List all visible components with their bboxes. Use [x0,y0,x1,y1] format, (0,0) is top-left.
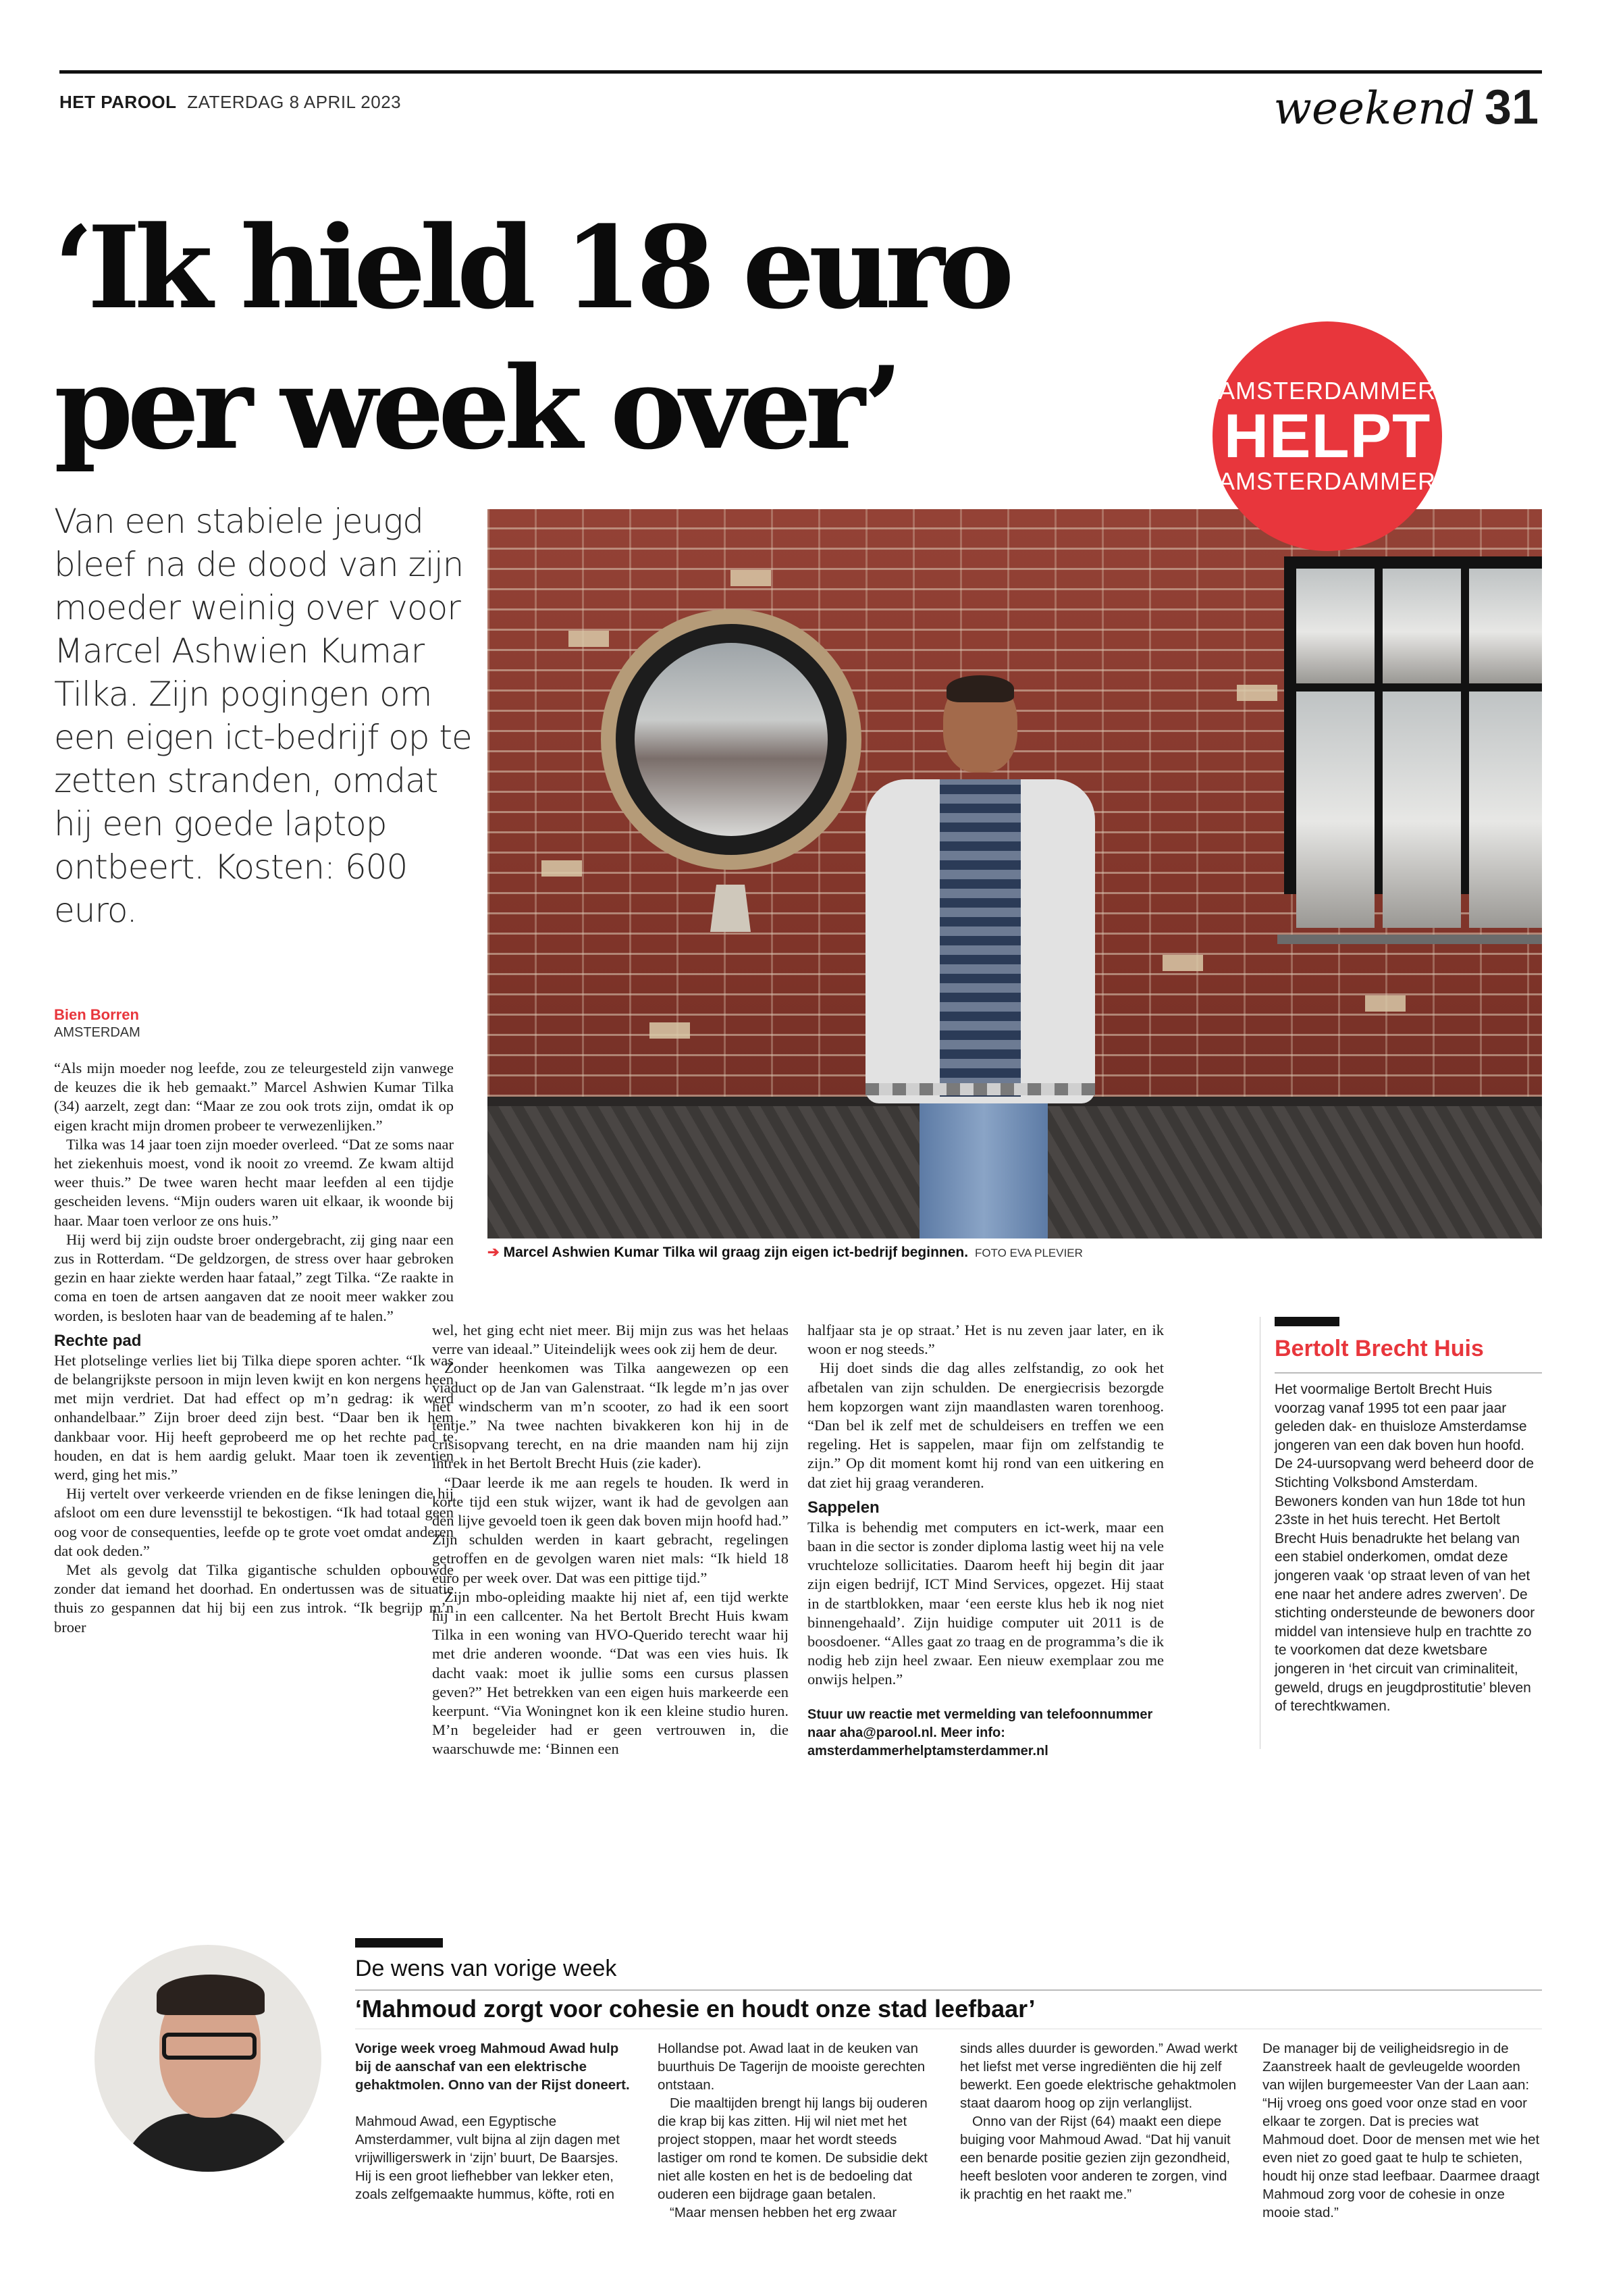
sidebar-rule [1275,1317,1339,1326]
contact-info: Stuur uw reactie met vermelding van telefoonnummer naar aha@parool.nl. Meer info: amsterdammerhelptamsterdammer.nl [807,1706,1153,1758]
badge-top: AMSTERDAMMER [1218,377,1436,405]
section-label [1273,80,1539,135]
light-brick [1237,685,1277,701]
round-window [601,609,861,870]
intro-text: Van een stabiele jeugd bleef na de dood van zijn moeder weinig over voor Marcel Ashwien Kumar Tilka. Zijn pogingen om een eigen ict-bedrijf op te zetten stranden, omdat hij een goede laptop ontbeert. Kosten: 600 euro. [54,502,472,930]
paragraph: “Daar leerde ik me aan regels te houden. Ik werd in korte tijd een stuk wijzer, want ik had de gevolgen aan den lijve gevoeld toen ik geen dak boven mijn hoofd had.” Zijn schulden werden in kaart gebracht, regelingen getroffen en de gevolgen waren niet mals: “Ik hield 18 euro per week over. Dat was een pittige tijd.” [432,1473,789,1586]
paragraph: Tilka is behendig met computers en ict-werk, maar een baan in die sector is zonder diploma lastig weet hij na vele vruchteloze sollicitaties. Daarom heeft hij begin dit jaar zijn eigen bedrijf, ICT Mind Services, opgezet. Hij staat in de startblokken, maar ‘een eerste klus heb ik nog niet binnengehaald’. Zijn huidige computer uit 2011 is de boosdoener. “Alles gaat zo traag en de programma’s die ik nodig heb zijn heel zwaar. Een nieuw exemplaar zou me onwijs helpen.” [807,1518,1164,1688]
bottom-kicker: De wens van vorige week [355,1956,617,1981]
paragraph: “Maar mensen hebben het erg zwaar [670,2205,897,2220]
paragraph: Mahmoud Awad, een Egyptische Amsterdammer, vult bijna al zijn dagen met vrijwilligerswerk in ‘zijn’ buurt, De Baarsjes. Hij is een groot liefhebber van lekker eten, zoals zelfgemaakte hummus, köfte, roti en [355,2114,620,2202]
bottom-column-2 [658,2039,937,2222]
sidebar-title: Bertolt Brecht Huis [1275,1336,1484,1361]
paragraph: wel, het ging echt niet meer. Bij mijn zus was het helaas verre van ideaal.” Uiteindelijk wees ook zij hem de deur. [432,1322,789,1358]
paragraph: “Als mijn moeder nog leefde, zou ze teleurgesteld zijn vanwege de keuzes die ik heb gemaakt.” Marcel Ashwien Kumar Tilka (34) aarzelt, zegt dan: “Maar ze zou ook trots zijn, omdat ik op eigen kracht mijn dromen probeer te verwezenlijken.” [54,1060,454,1134]
page-number: 31 [1484,80,1539,134]
byline [54,1006,140,1041]
dateline: AMSTERDAM [54,1025,140,1040]
badge-middle: HELPT [1223,402,1431,471]
headline-line-2: per week over’ [54,341,897,475]
photo-credit: FOTO EVA PLEVIER [974,1247,1083,1259]
author-name: Bien Borren [54,1006,139,1023]
donor-avatar [95,1945,321,2172]
large-window [1284,556,1542,894]
bottom-lead: Vorige week vroeg Mahmoud Awad hulp bij de aanschaf van een elektrische gehaktmolen. Onno van der Rijst doneert. [355,2041,630,2093]
paragraph: Hij doet sinds die dag alles zelfstandig, zo ook het afbetalen van zijn schulden. De energiecrisis bezorgde hem kopzorgen want zijn maandlasten waren torenhoog. “Dan bel ik zelf met de schuldeisers en treffen we een regeling. Het is sappelen, maar fijn om zelfstandig te zijn.” Op dit moment komt hij rond van een uitkering en dat ziet hij graag veranderen. [807,1359,1164,1491]
arrow-icon: ➔ [487,1245,500,1260]
bottom-column-4 [1262,2039,1542,2222]
portrait-subject [838,678,1136,1238]
paragraph: Zonder heenkomen was Tilka aangewezen op een viaduct op de Jan van Galenstraat. “Ik legde m’n jas over het windscherm van m’n scooter, zo had ik een soort tentje.” Na twee nachten bivakkeren kon hij in de crisisopvang terecht, en na drie maanden nam hij zijn intrek in het Bertolt Brecht Huis (zie kader). [432,1359,789,1472]
issue-date: ZATERDAG 8 APRIL 2023 [187,92,402,112]
sidebar-text: Het voormalige Bertolt Brecht Huis voorzag vanaf 1995 tot een paar jaar geleden dak- en thuisloze Amsterdamse jongeren van een dak boven hun hoofd. De 24-uursopvang werd beheerd door de Stichting Volksbond Amsterdam. Bewoners konden van hun 18de tot hun 23ste in het huis terecht. Het Bertolt Brecht Huis benadrukte het belang van een stabiel onderkomen, omdat deze jongeren vaak ‘op straat leven of van het ene naar het andere adres zwerven’. De stichting ondersteunde de bewoners door middel van intensieve hulp en trachtte zo te voorkomen dat deze kwetsbare jongeren in ‘het circuit van criminaliteit, geweld, drugs en jeugdprostitutie’ bleven of terechtkwamen. [1275,1382,1535,1715]
bottom-column-3 [960,2039,1240,2203]
paragraph: Hollandse pot. Awad laat in de keuken van buurthuis De Tagerijn de mooiste gerechten ontstaan. [658,2041,926,2093]
headline-line-1: ‘Ik hield 18 euro [54,201,1009,334]
masthead [59,92,401,113]
paragraph: Hij werd bij zijn oudste broer ondergebracht, zij ging naar een zus in Rotterdam. “De geldzorgen, de stress over haar gebroken gezin en haar ziekte werden haar fataal,” zegt Tilka. “Ze raakte in coma en toen de artsen aangaven dat ze nooit meer wakker zou worden, is besloten haar van de beademing af te halen.” [54,1230,454,1324]
top-rule [59,70,1542,74]
paragraph: halfjaar sta je op straat.’ Het is nu zeven jaar later, en ik woon er nog steeds.” [807,1322,1164,1358]
bottom-column-1 [355,2039,635,2203]
light-brick [730,570,771,586]
article-column-1 [54,1059,454,1637]
light-brick [568,631,609,647]
article-column-2 [432,1321,789,1759]
paragraph: De manager bij de veiligheidsregio in de Zaanstreek haalt de gevleugelde woorden van wijlen burgemeester Van der Laan aan: “Hij vroeg ons goed voor onze stad en voor elkaar te zorgen. Dat is precies wat Mahmoud doet. Door de mensen met wie het even niet zo goed gaat te hulp te schieten, houdt hij onze stad leefbaar. Daarmee draagt Mahmoud zorg voor de cohesie in onze mooie stad.” [1262,2041,1540,2220]
article-photo [487,509,1542,1238]
light-brick [1163,955,1203,971]
window-sill [710,885,751,932]
campaign-badge [1213,321,1442,551]
article-column-3 [807,1321,1164,1760]
light-brick [541,860,582,877]
badge-bottom: AMSTERDAMMER [1218,467,1436,495]
light-brick [649,1022,690,1039]
photo-caption [487,1244,1083,1261]
caption-text: Marcel Ashwien Kumar Tilka wil graag zijn eigen ict-bedrijf beginnen. [503,1245,969,1260]
paragraph: Met als gevolg dat Tilka gigantische schulden opbouwde zonder dat iemand het doorhad. En ondertussen was de situatie thuis zo gespannen dat hij bij een zus introk. “Ik begrijp m’n broer [54,1561,454,1636]
paragraph: Het plotselinge verlies liet bij Tilka diepe sporen achter. “Ik was de belangrijkste persoon in mijn leven kwijt en kon nergens heen met mijn verdriet. Dat had effect op m’n gedrag: ik werd onhandelbaar.” Zijn broer deed zijn best. “Daar ben ik hem dankbaar voor. Hij heeft geprobeerd me op het rechte pad te houden, en dat is hem aardig gelukt. Maar toen ik zeventien werd, ging het mis.” [54,1351,454,1484]
paragraph: Onno van der Rijst (64) maakt een diepe buiging voor Mahmoud Awad. “Dat hij vanuit een benarde positie gezien zijn gezondheid, heeft besloten voor anderen te zorgen, vind ik prachtig en het raakt me.” [960,2114,1231,2202]
bottom-rule [355,1938,443,1948]
paragraph: Hij vertelt over verkeerde vrienden en de fikse leningen die hij afsloot om een dure levensstijl te bekostigen. “Ik had totaal geen oog voor de consequenties, leefde op te grote voet omdat anderen dat ook deden.” [54,1485,454,1559]
bottom-headline: ‘Mahmoud zorgt voor cohesie en houdt onze stad leefbaar’ [355,1995,1036,2023]
section-name: weekend [1273,82,1475,134]
sidebar-line [1275,1372,1542,1374]
paragraph: Tilka was 14 jaar toen zijn moeder overleed. “Dat ze soms naar het ziekenhuis moest, vond ik nooit zo vreemd. Ze kwam altijd weer thuis.” De twee waren hecht maar leefden al een tijdje gescheiden levens. “Mijn ouders waren uit elkaar, ik woonde bij haar. Maar toen verloor ze ons huis.” [54,1135,454,1229]
headline [54,197,1134,478]
paragraph: Die maaltijden brengt hij langs bij ouderen die krap bij kas zitten. Hij wil niet met het project stoppen, maar het wordt steeds lastiger om rond te komen. De subsidie dekt niet alle kosten en het is de bedoeling dat ouderen een bijdrage gaan betalen. [658,2095,928,2202]
paragraph: sinds alles duurder is geworden.” Awad werkt het liefst met verse ingrediënten die hij zelf bewerkt. Een goede elektrische gehaktmolen staat daarom hoog op zijn verlanglijst. [960,2041,1237,2111]
bottom-line [355,1989,1542,1991]
paper-name: HET PAROOL [59,92,177,112]
light-brick [1365,995,1406,1012]
subhead-rechte-pad: Rechte pad [54,1331,142,1350]
subhead-sappelen: Sappelen [807,1498,880,1517]
paragraph: Zijn mbo-opleiding maakte hij niet af, een tijd werkte hij in een callcenter. Na het Bertolt Brecht Huis kwam Tilka in een woning van HVO-Querido terecht waar hij met drie anderen woonde. “Dat was een vies huis. Ik dacht vaak: moet ik jullie soms een cursus plassen geven?” Het betrekken van een eigen huis markeerde een keerpunt. “Via Woningnet kon ik een kleine studio huren. M’n begeleider had er geen vertrouwen in, die waarschuwde me: ‘Binnen een [432,1588,789,1758]
